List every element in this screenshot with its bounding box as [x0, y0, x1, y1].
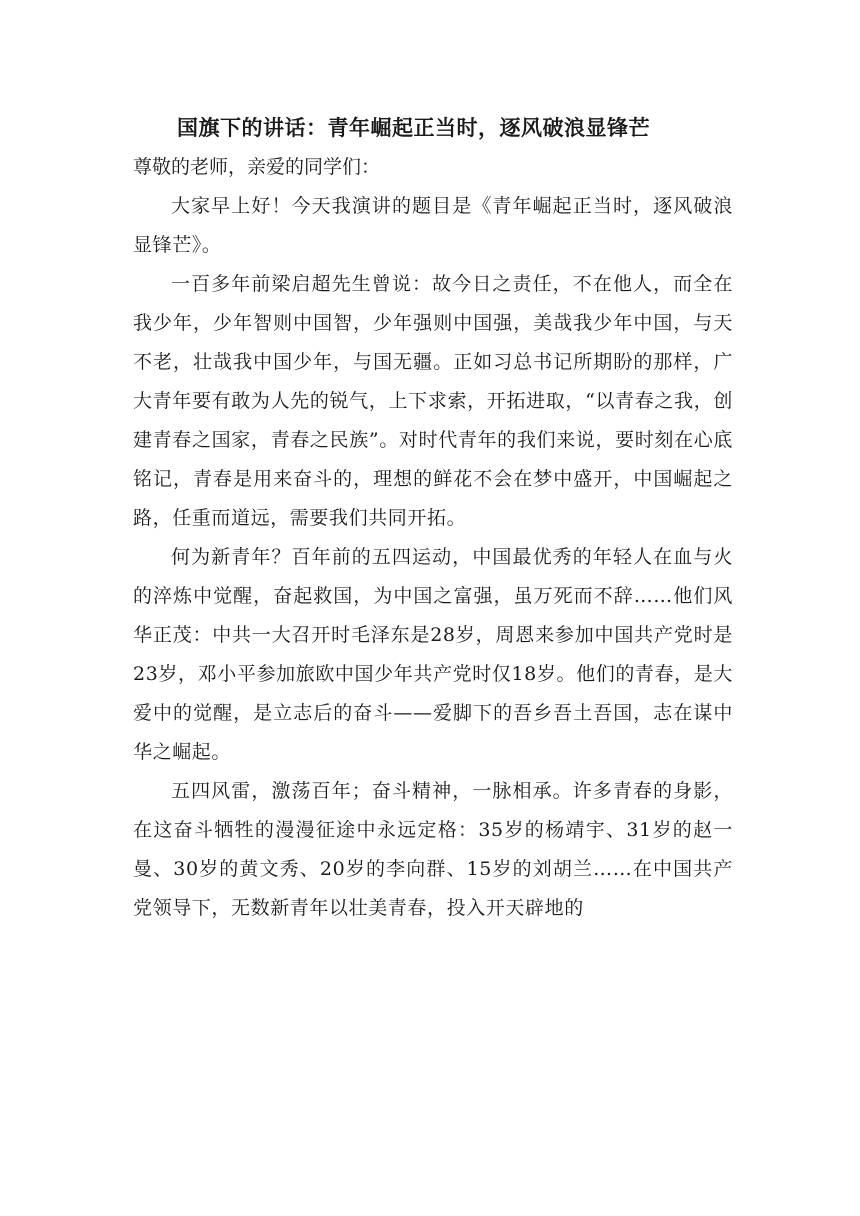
document-title: 国旗下的讲话：青年崛起正当时，逐风破浪显锋芒 [177, 116, 650, 140]
paragraph-4: 五四风雷，激荡百年；奋斗精神，一脉相承。许多青春的身影，在这奋斗牺牲的漫漫征途中永远定格：35岁的杨靖宇、31岁的赵一曼、30岁的黄文秀、20岁的李向群、15岁的刘胡兰……在中国共产党领导下，无数新青年以壮美青春，投入开天辟地的 [133, 780, 733, 919]
paragraph-1: 大家早上好！今天我演讲的题目是《青年崛起正当时，逐风破浪显锋芒》。 [133, 195, 733, 256]
salutation: 尊敬的老师，亲爱的同学们： [133, 156, 381, 178]
document-page [133, 108, 733, 928]
paragraph-3: 何为新青年？百年前的五四运动，中国最优秀的年轻人在血与火的淬炼中觉醒，奋起救国，为中国之富强，虽万死而不辞……他们风华正茂：中共一大召开时毛泽东是28岁，周恩来参加中国共产党时是23岁，邓小平参加旅欧中国少年共产党时仅18岁。他们的青春，是大爱中的觉醒，是立志后的奋斗——爱脚下的吾乡吾土吾国，志在谋中华之崛起。 [133, 546, 733, 763]
paragraph-2: 一百多年前梁启超先生曾说：故今日之责任，不在他人，而全在我少年，少年智则中国智，少年强则中国强，美哉我少年中国，与天不老，壮哉我中国少年，与国无疆。正如习总书记所期盼的那样，广大青年要有敢为人先的锐气，上下求索，开拓进取，“以青春之我，创建青春之国家，青春之民族”。对时代青年的我们来说，要时刻在心底铭记，青春是用来奋斗的，理想的鲜花不会在梦中盛开，中国崛起之路，任重而道远，需要我们共同开拓。 [133, 273, 733, 529]
